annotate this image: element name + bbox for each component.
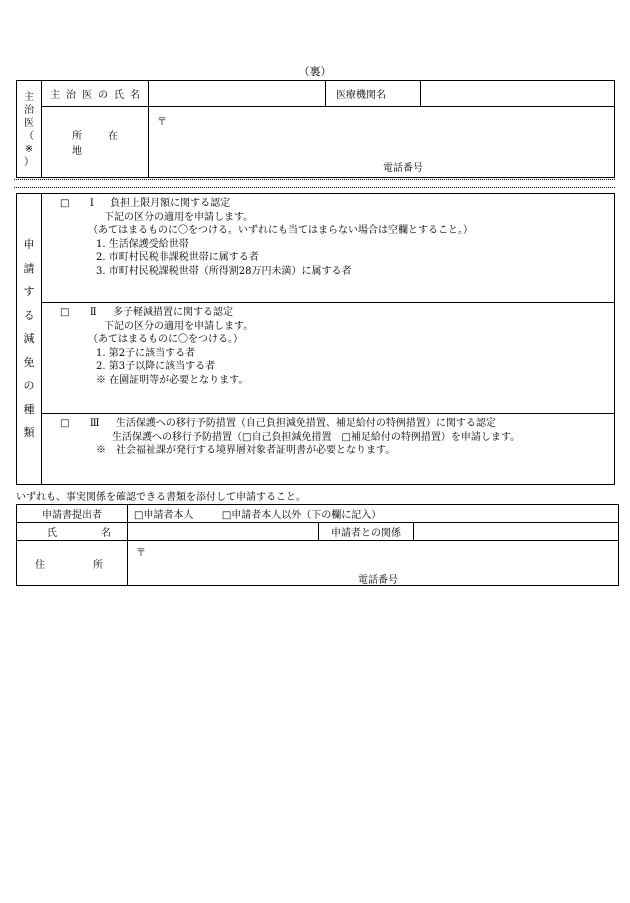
reduction-side-char: 類 <box>23 426 35 440</box>
block2-item-3: ※ 在園証明等が必要となります。 <box>96 374 249 386</box>
institution-field[interactable] <box>421 81 615 107</box>
doctor-postal-mark: 〒 <box>157 117 167 128</box>
applicant-name-label-cell <box>17 523 128 541</box>
reduction-side-char: 申 <box>23 238 35 252</box>
applicant-address-field[interactable] <box>128 541 619 586</box>
reduction-side-char: す <box>23 285 35 299</box>
submitter-table <box>16 504 619 586</box>
reduction-side-char: 請 <box>23 261 35 275</box>
reduction-side-char: る <box>23 308 35 322</box>
submitter-label: 申請書提出者 <box>42 510 102 521</box>
block1-item-3: 3. 市町村民税課税世帯（所得割28万円未満）に属する者 <box>96 265 352 277</box>
reduction-side-char: 減 <box>23 332 35 346</box>
applicant-address-label-2: 所 <box>93 559 103 571</box>
doctor-side-label <box>17 81 42 178</box>
applicant-postal-mark: 〒 <box>136 548 146 559</box>
block2-line1: 下記の区分の適用を申請します。 <box>104 320 254 332</box>
block2-line2: （あてはまるものに〇をつける。） <box>88 334 243 345</box>
doctor-address-label-cell <box>42 107 149 178</box>
doctor-address-label-1: 所 <box>72 131 82 142</box>
block2-item-2: 2. 第3子以降に該当する者 <box>96 361 216 372</box>
doctor-name-label-cell <box>42 81 149 107</box>
block1-title: 負担上限月額に関する認定 <box>110 198 231 209</box>
reduction-block-3 <box>42 414 615 485</box>
doctor-side-char: （ <box>24 131 34 142</box>
cut-line-bottom <box>14 187 615 188</box>
block2-title: 多子軽減措置に関する認定 <box>113 307 233 318</box>
option-other[interactable]: □申請者本人以外（下の欄に記入） <box>221 510 382 521</box>
doctor-side-char: ） <box>24 157 34 168</box>
reduction-table <box>16 193 615 485</box>
doctor-name-field[interactable] <box>149 81 326 107</box>
doctor-table <box>16 80 615 178</box>
reduction-side-char: 免 <box>23 355 35 369</box>
applicant-name-field[interactable] <box>128 523 319 541</box>
block1-line2: （あてはまるものに〇をつける。いずれにも当てはまらない場合は空欄とすること。） <box>88 225 473 236</box>
block2-numeral: Ⅱ <box>89 307 97 318</box>
relation-label-cell <box>319 523 414 541</box>
doctor-phone-label: 電話番号 <box>383 163 423 174</box>
page-title: （裏） <box>298 65 332 78</box>
block3-title: 生活保護への移行予防措置（自己負担減免措置、補足給付の特例措置）に関する認定 <box>115 418 496 429</box>
doctor-address-label-2: 在 <box>108 131 118 142</box>
submitter-options <box>128 505 619 523</box>
block3-checkbox[interactable]: □ <box>60 418 70 429</box>
block1-line1: 下記の区分の適用を申請します。 <box>104 211 254 223</box>
notice-text: いずれも、事実関係を確認できる書類を添付して申請すること。 <box>16 492 306 503</box>
block2-checkbox[interactable]: □ <box>60 307 70 318</box>
applicant-address-label-1: 住 <box>35 559 45 571</box>
doctor-address-field[interactable] <box>149 107 615 178</box>
applicant-address-label-cell <box>17 541 128 586</box>
block1-checkbox[interactable]: □ <box>60 198 70 209</box>
reduction-side-label <box>17 194 42 485</box>
cut-line-top <box>14 179 615 180</box>
relation-label: 申請者との関係 <box>331 528 401 539</box>
applicant-phone-label: 電話番号 <box>358 575 398 586</box>
doctor-address-label-3: 地 <box>72 146 82 157</box>
reduction-side-char: 種 <box>23 402 35 416</box>
block3-numeral: Ⅲ <box>89 418 100 429</box>
institution-label-cell <box>326 81 421 107</box>
relation-field[interactable] <box>414 523 619 541</box>
doctor-side-char: ※ <box>24 144 34 155</box>
block3-line2: ※ 社会福祉課が発行する境界層対象者証明書が必要となります。 <box>96 445 396 456</box>
block1-item-1: 1. 生活保護受給世帯 <box>96 238 189 250</box>
block3-line1: 生活保護への移行予防措置（□自己負担減免措置 □補足給付の特例措置）を申請します。 <box>112 431 521 443</box>
doctor-name-label: 主治医の氏名 <box>50 90 146 101</box>
submitter-label-cell <box>17 505 128 523</box>
doctor-side-char: 医 <box>24 118 34 129</box>
block2-item-1: 1. 第2子に該当する者 <box>96 347 196 359</box>
reduction-block-2 <box>42 303 615 414</box>
applicant-name-label-2: 名 <box>101 528 111 539</box>
block1-item-2: 2. 市町村民税非課税世帯に属する者 <box>96 252 259 263</box>
option-self[interactable]: □申請者本人 <box>134 510 194 521</box>
reduction-side-char: の <box>23 379 35 393</box>
reduction-block-1 <box>42 194 615 303</box>
block1-numeral: Ⅰ <box>89 198 94 209</box>
doctor-side-char: 治 <box>24 105 34 116</box>
doctor-side-char: 主 <box>24 92 34 103</box>
applicant-name-label-1: 氏 <box>47 528 57 539</box>
institution-label: 医療機関名 <box>336 90 386 101</box>
